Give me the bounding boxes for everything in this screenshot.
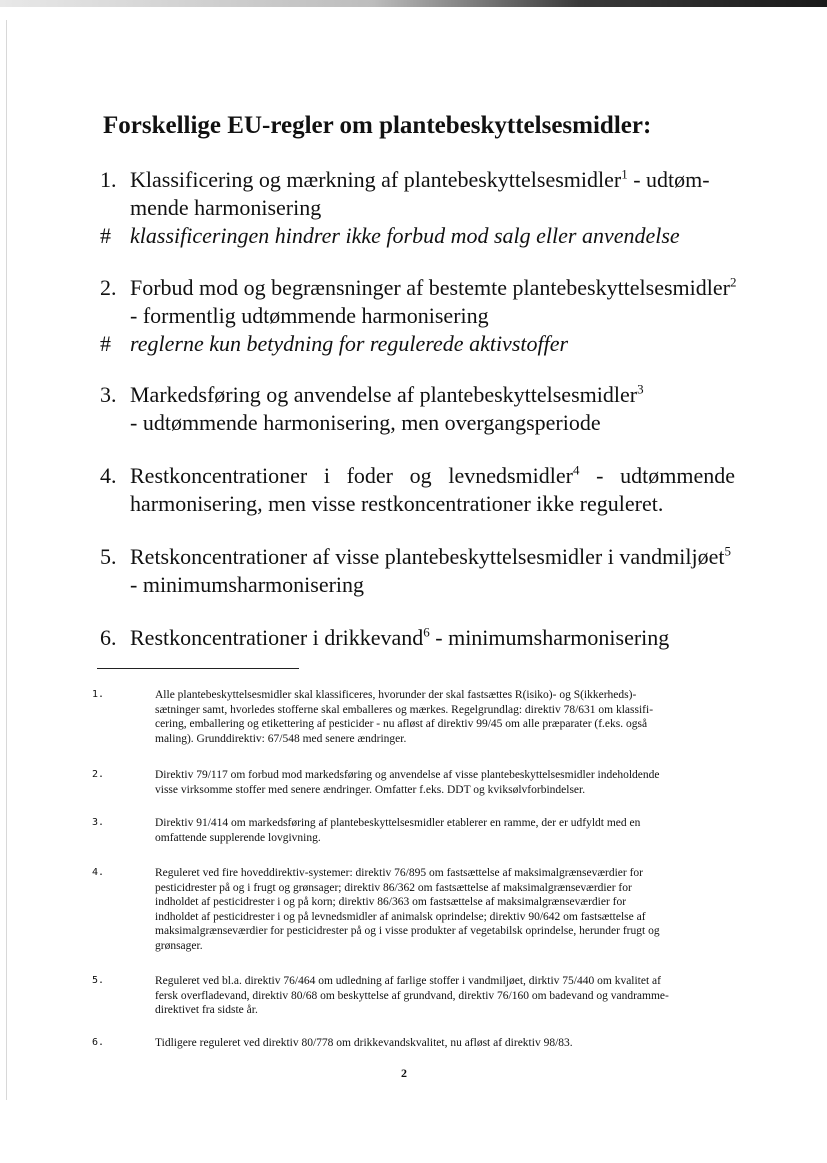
- footnote-line: cering, emballering og etikettering af pesticider - nu afløst af direktiv 99/45 om alle præparater (f.eks. også: [155, 718, 648, 730]
- item-number: 3.: [100, 382, 117, 407]
- footnote-line: Alle plantebeskyttelsesmidler skal klassificeres, hvorunder der skal fastsættes R(isiko)- og S(ikkerheds)-: [155, 689, 637, 701]
- footnote-line: Tidligere reguleret ved direktiv 80/778 om drikkevandskvalitet, nu afløst af direktiv 98/83.: [155, 1037, 573, 1049]
- footnote-number: 4.: [92, 867, 105, 878]
- footnote-line: fersk overfladevand, direktiv 80/68 om beskyttelse af grundvand, direktiv 76/160 om badevand og vandramme-: [155, 989, 669, 1002]
- footnote-line: maksimalgrænseværdier for pesticidrester på og i visse produkter af vegetabilsk oprindelse, herunder frugt og: [155, 925, 660, 937]
- footnote-number: 5.: [92, 975, 105, 986]
- footnote-2: [92, 768, 732, 797]
- footnote-line: Reguleret ved bl.a. direktiv 76/464 om udledning af farlige stoffer i vandmiljøet, dirktiv 75/440 om kvalitet af: [155, 975, 661, 987]
- list-item-3: [100, 381, 750, 437]
- footnote-ref: 6: [423, 624, 430, 640]
- footnote-line: Direktiv 79/117 om forbud mod markedsføring og anvendelse af visse plantebeskyttelsesmidler indeholdende: [155, 769, 660, 781]
- footnote-ref: 1: [621, 166, 628, 182]
- item-text-line2: mende harmonisering: [130, 195, 322, 220]
- list-item-5: [100, 543, 750, 599]
- footnote-line: Direktiv 91/414 om markedsføring af plantebeskyttelsesmidler etablerer en ramme, der er udfyldt med en: [155, 817, 641, 829]
- item-text-line2: - minimumsharmonisering: [130, 572, 365, 597]
- item-text-line2: - udtømmende harmonisering, men overgangsperiode: [130, 410, 601, 435]
- footnote-line: indholdet af pesticidrester i og på levnedsmidler af animalsk oprindelse; direktiv 90/642 om fastsættelse af: [155, 910, 646, 923]
- footnote-4: [92, 866, 732, 953]
- footnote-line: grønsager.: [155, 939, 203, 952]
- hash-marker: #: [100, 223, 111, 248]
- page-number: 2: [401, 1066, 407, 1080]
- footnote-5: [92, 974, 732, 1018]
- list-item-4: [100, 462, 750, 518]
- footnote-ref: 3: [637, 381, 644, 397]
- item-text-cont: - minimumsharmonisering: [429, 625, 670, 650]
- footnote-number: 6.: [92, 1037, 105, 1048]
- footnote-line: omfattende supplerende lovgivning.: [155, 831, 321, 844]
- item-text-cont: - udtøm-: [627, 167, 710, 192]
- footnote-line: visse virksomme stoffer med senere ændringer. Omfatter f.eks. DDT og kviksølvforbindelser.: [155, 783, 586, 796]
- item-text-line2: harmonisering, men visse restkoncentrationer ikke reguleret.: [130, 491, 664, 516]
- footnote-line: maling). Grunddirektiv: 67/548 med senere ændringer.: [155, 732, 407, 745]
- footnote-6: [92, 1036, 732, 1051]
- scan-edge-left: [6, 20, 7, 1100]
- scan-edge-top: [0, 0, 827, 7]
- footnote-line: pesticidrester på og i frugt og grønsager; direktiv 86/362 om fastsættelse af maksimalgrænseværdier for: [155, 881, 632, 894]
- item-number: 5.: [100, 544, 117, 569]
- item-number: 6.: [100, 625, 117, 650]
- footnote-ref: 5: [724, 543, 731, 559]
- item-text: Restkoncentrationer i foder og levnedsmidler: [130, 463, 573, 488]
- item-number: 4.: [100, 463, 117, 488]
- item-text: Restkoncentrationer i drikkevand: [130, 625, 424, 650]
- footnote-3: [92, 816, 732, 845]
- item-note: klassificeringen hindrer ikke forbud mod salg eller anvendelse: [130, 223, 680, 248]
- footnote-number: 3.: [92, 817, 105, 828]
- item-text: Forbud mod og begrænsninger af bestemte plantebeskyttelsesmidler: [130, 275, 730, 300]
- item-note: reglerne kun betydning for regulerede aktivstoffer: [130, 331, 569, 356]
- list-item-1: [100, 166, 750, 250]
- footnote-ref: 2: [729, 274, 737, 290]
- item-text-line2: - formentlig udtømmende harmonisering: [130, 303, 489, 328]
- footnote-separator: [97, 668, 299, 669]
- item-text-cont: - udtømmende: [579, 463, 735, 488]
- page-heading: Forskellige EU-regler om plantebeskyttelsesmidler:: [103, 112, 652, 139]
- footnote-line: direktivet fra sidste år.: [155, 1004, 258, 1016]
- hash-marker: #: [100, 331, 111, 356]
- list-item-6: [100, 624, 750, 652]
- footnote-ref: 4: [572, 462, 580, 478]
- item-text: Klassificering og mærkning af plantebeskyttelsesmidler: [130, 167, 622, 192]
- footnote-number: 2.: [92, 769, 105, 780]
- footnote-line: sætninger samt, hvorledes stofferne skal emballeres og mærkes. Regelgrundlag: direktiv 78/631 om klassifi-: [155, 703, 654, 716]
- footnote-line: indholdet af pesticidrester i og på korn; direktiv 86/363 om fastsættelse af maksimalgrænseværdier for: [155, 896, 627, 908]
- list-item-2: [100, 274, 750, 358]
- footnote-1: [92, 688, 732, 746]
- item-text: Markedsføring og anvendelse af plantebeskyttelsesmidler: [130, 382, 638, 407]
- footnote-line: Reguleret ved fire hoveddirektiv-systemer: direktiv 76/895 om fastsættelse af maksimalgrænseværdier for: [155, 867, 643, 879]
- item-number: 1.: [100, 167, 117, 192]
- footnote-number: 1.: [92, 689, 105, 700]
- item-text: Retskoncentrationer af visse plantebeskyttelsesmidler i vandmiljøet: [130, 544, 725, 569]
- item-number: 2.: [100, 275, 117, 300]
